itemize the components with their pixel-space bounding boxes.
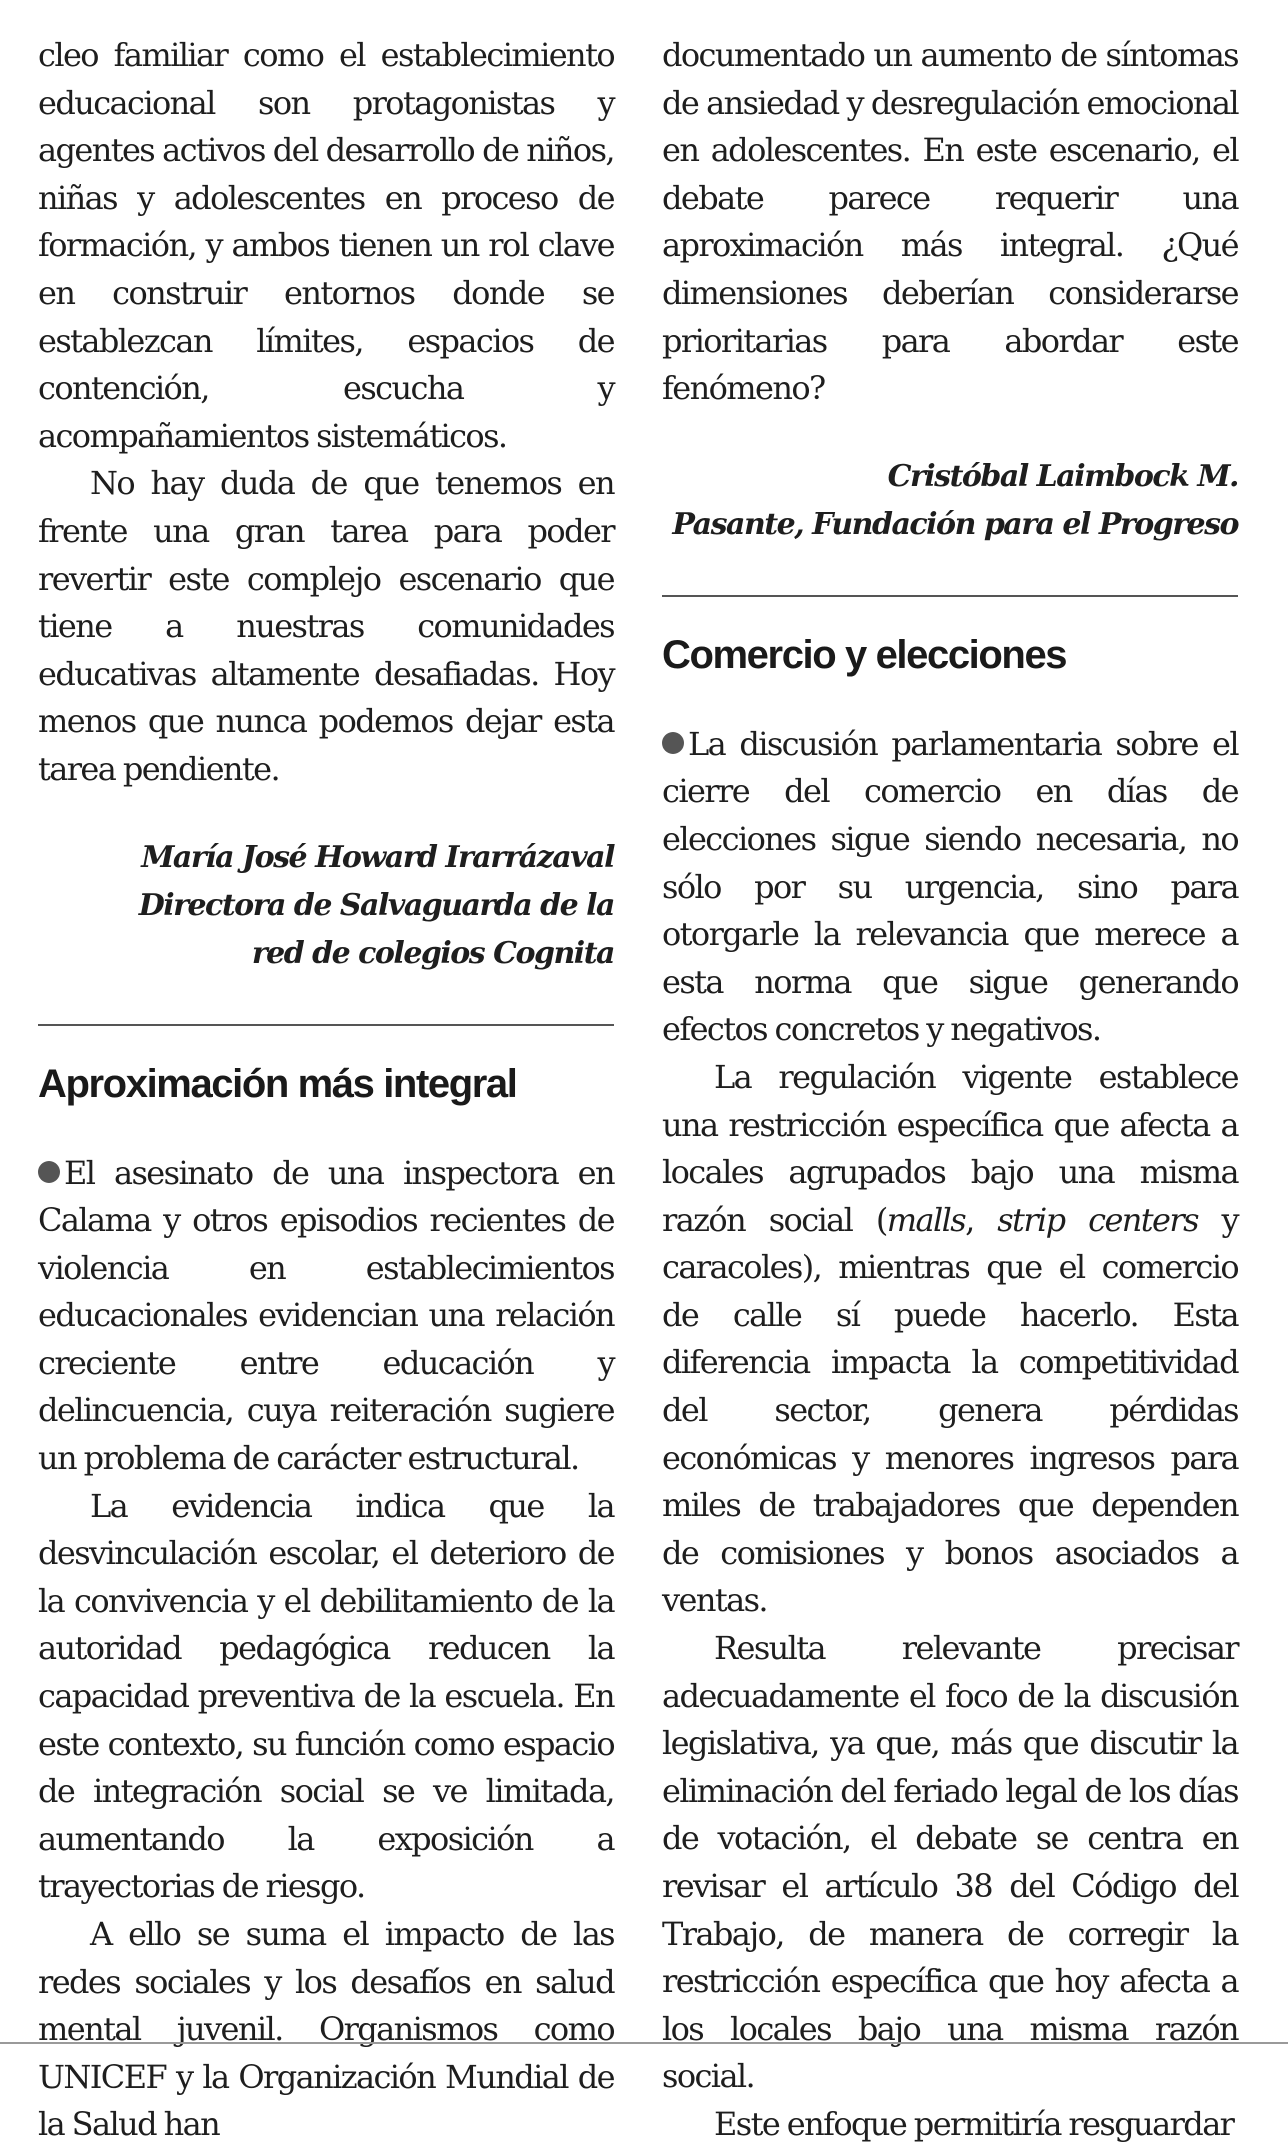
article-2-continuation-paragraph: documentado un aumento de síntomas de ansiedad y desregulación emocional en adolescentes. En este escenario, el debate parece requerir una aproximación más integral. ¿Qué dimensiones deberían considerarse prioritarias para abordar este fenómeno?: [662, 36, 1238, 408]
article-1-paragraph-2: No hay duda de que tenemos en frente una gran tarea para poder revertir este complejo escenario que tiene a nuestras comunidades educativas altamente desafiadas. Hoy menos que nunca podemos dejar esta tarea pendiente.: [38, 464, 614, 788]
signature-role-line-1: Directora de Salvaguarda de la: [138, 887, 614, 923]
article-2-paragraph-3: A ello se suma el impacto de las redes sociales y los desafíos en salud mental juvenil. Organismos como UNICEF y la Organización Mundial de la Salud han: [38, 1915, 614, 2144]
left-column: [38, 32, 614, 2149]
page-bottom-rule: [0, 2042, 1288, 2044]
bullet-icon: [662, 732, 684, 754]
section-divider: [662, 595, 1238, 597]
article-1-paragraph-1: cleo familiar como el establecimiento educacional son protagonistas y agentes activos del desarrollo de niños, niñas y adolescentes en proceso de formación, y ambos tienen un rol clave en construir entornos donde se establezcan límites, espacios de contención, escucha y acompañamientos sistemáticos.: [38, 36, 614, 455]
italic-term: strip centers: [997, 1200, 1198, 1239]
paragraph-text: La regulación vigente establece una restricción específica que afecta a locales agrupados bajo una misma razón social (: [662, 1057, 1238, 1239]
article-2-signature: [662, 453, 1238, 549]
signature-role-line-2: red de colegios Cognita: [251, 935, 614, 971]
right-column: [662, 32, 1238, 2149]
article-3-paragraph-3: Resulta relevante precisar adecuadamente el foco de la discusión legislativa, ya que, más que discutir la eliminación del feriado legal de los días de votación, el debate se centra en revisar el artículo 38 del Código del Trabajo, de manera de corregir la restricción específica que hoy afecta a los locales bajo una misma razón social.: [662, 1629, 1238, 2096]
signature-role: Pasante, Fundación para el Progreso: [672, 506, 1238, 542]
article-2-paragraph-1: [38, 1150, 614, 1483]
article-2-paragraph-2: La evidencia indica que la desvinculación escolar, el deterioro de la convivencia y el debilitamiento de la autoridad pedagógica reducen la capacidad preventiva de la escuela. En este contexto, su función como espacio de integración social se ve limitada, aumentando la exposición a trayectorias de riesgo.: [38, 1486, 614, 1906]
article-3-paragraph-1-text: La discusión parlamentaria sobre el cierre del comercio en días de elecciones sigue siendo necesaria, no sólo por su urgencia, sino para otorgarle la relevancia que merece a esta norma que sigue generando efectos concretos y negativos.: [662, 724, 1238, 1049]
article-2-headline: Aproximación más integral: [38, 1061, 517, 1106]
bullet-icon: [38, 1161, 60, 1183]
article-3-paragraph-2: [662, 1054, 1238, 1625]
article-3-paragraph-1: [662, 721, 1238, 1054]
article-2-paragraph-1-text: El asesinato de una inspectora en Calama y otros episodios recientes de violencia en establecimientos educacionales evidencian una relación creciente entre educación y delincuencia, cuya reiteración sugiere un problema de carácter estructural.: [38, 1153, 614, 1478]
paragraph-text: ,: [965, 1200, 998, 1239]
article-3-headline: Comercio y elecciones: [662, 632, 1067, 677]
paragraph-text: y caracoles), mientras que el comercio de calle sí puede hacerlo. Esta diferencia impacta la competitividad del sector, genera pérdidas económicas y menores ingresos para miles de trabajadores que dependen de comisiones y bonos asociados a ventas.: [662, 1200, 1238, 1620]
signature-name: María José Howard Irarrázaval: [141, 839, 614, 875]
signature-name: Cristóbal Laimbock M.: [887, 458, 1238, 494]
section-divider: [38, 1024, 614, 1026]
italic-term: malls: [886, 1200, 966, 1239]
article-1-signature: [38, 834, 614, 978]
article-3-paragraph-4: Este enfoque permitiría resguardar: [714, 2104, 1234, 2143]
